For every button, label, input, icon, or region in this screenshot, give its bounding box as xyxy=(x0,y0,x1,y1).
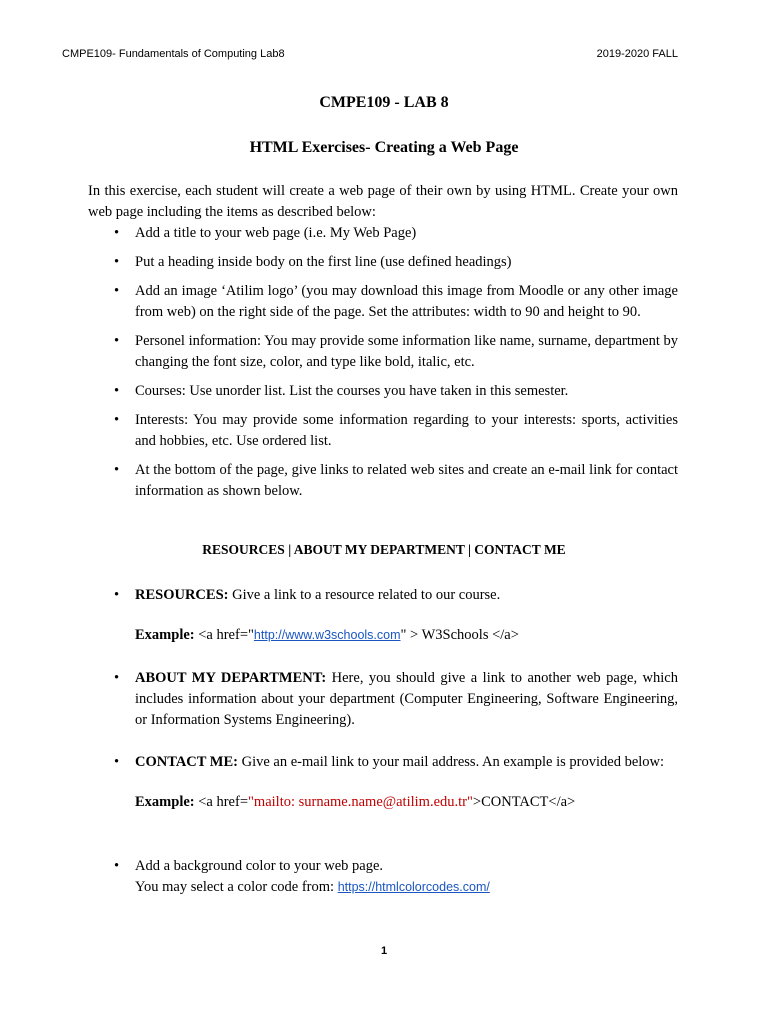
resources-text: Give a link to a resource related to our course. xyxy=(228,587,501,603)
example-label: Example: xyxy=(135,627,195,643)
page-title: CMPE109 - LAB 8 xyxy=(319,94,449,111)
page-number: 1 xyxy=(380,945,388,957)
list-item: • Add an image ‘Atilim logo’ (you may download this image from Moodle or any other image from web) on the right side of the page. Set the attributes: width to 90 and height to 90. xyxy=(88,281,678,323)
contact-item xyxy=(88,752,678,773)
example-code: <a href=" xyxy=(194,627,254,643)
nav-line-example: RESOURCES | ABOUT MY DEPARTMENT | CONTACT ME xyxy=(202,542,566,557)
department-text: Here, you should give a link to another web page, which includes information about your department (Computer Engineering, Software Engineering, or Information Systems Engineering). xyxy=(135,670,678,728)
list-item: • Add a title to your web page (i.e. My Web Page) xyxy=(88,223,678,244)
example-code: <a href= xyxy=(194,794,248,810)
department-item xyxy=(88,668,678,731)
contact-block xyxy=(88,752,678,813)
example-code-end: " > W3Schools </a> xyxy=(400,627,519,643)
list-item: • Personel information: You may provide some information like name, surname, department by changing the font size, color, and type like bold, italic, etc. xyxy=(88,331,678,373)
list-item: • At the bottom of the page, give links to related web sites and create an e-mail link for contact information as shown below. xyxy=(88,460,678,502)
background-item xyxy=(88,856,678,898)
background-line1: • Add a background color to your web page. xyxy=(135,858,384,874)
background-text: You may select a color code from: xyxy=(135,879,338,895)
example-label: Example: xyxy=(135,794,195,810)
department-block xyxy=(88,668,678,731)
contact-label: CONTACT ME: xyxy=(135,754,238,770)
course-header: CMPE109- Fundamentals of Computing Lab8 xyxy=(62,48,285,60)
term-header: 2019-2020 FALL xyxy=(596,48,678,60)
resources-label: RESOURCES: xyxy=(135,587,229,603)
running-header xyxy=(62,48,678,60)
list-item: • Put a heading inside body on the first line (use defined headings) xyxy=(88,252,678,273)
contact-text: Give an e-mail link to your mail address. An example is provided below: xyxy=(237,754,665,770)
resources-item xyxy=(88,585,678,606)
department-label: ABOUT MY DEPARTMENT: xyxy=(135,670,327,686)
resources-example xyxy=(88,625,678,646)
background-line2 xyxy=(135,877,678,898)
list-item: • Interests: You may provide some information regarding to your interests: sports, activities and hobbies, etc. Use ordered list. xyxy=(88,410,678,452)
w3schools-link[interactable]: http://www.w3schools.com xyxy=(253,628,401,642)
mailto-text: "mailto: surname.name@atilim.edu.tr" xyxy=(248,794,473,810)
background-block xyxy=(88,856,678,898)
page-subtitle: HTML Exercises- Creating a Web Page xyxy=(249,139,519,156)
resources-block xyxy=(88,585,678,646)
intro-block xyxy=(88,181,678,502)
intro-paragraph: In this exercise, each student will create a web page of their own by using HTML. Create your own web page including the items as described below: xyxy=(88,183,678,220)
htmlcolorcodes-link[interactable]: https://htmlcolorcodes.com/ xyxy=(337,880,490,894)
contact-example xyxy=(88,792,678,813)
list-item: • Courses: Use unorder list. List the courses you have taken in this semester. xyxy=(88,381,678,402)
requirements-list xyxy=(88,223,678,502)
example-code-end: >CONTACT</a> xyxy=(472,794,576,810)
